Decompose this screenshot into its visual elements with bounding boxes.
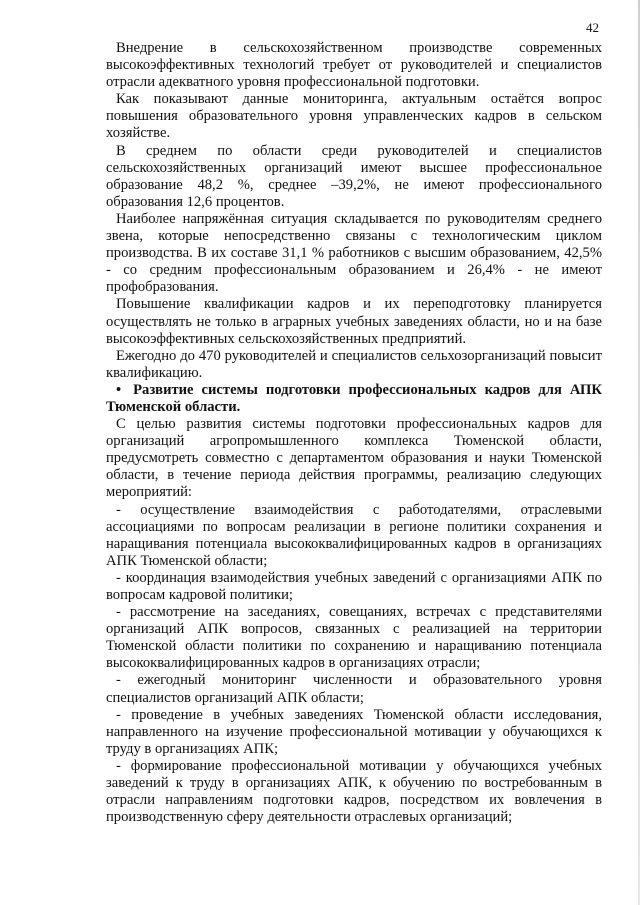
paragraph: Ежегодно до 470 руководителей и специалистов сельхозорганизаций повысит квалификацию. xyxy=(106,347,602,381)
list-item: - формирование профессиональной мотивации у обучающихся учебных заведений к труду в организациях АПК, к обучению по востребованным в отрасли направлениям подготовки кадров, посредством их вовлечения в производственную сферу деятельности отраслевых организаций; xyxy=(106,757,602,826)
list-item: - координация взаимодействия учебных заведений с организациями АПК по вопросам кадровой политики; xyxy=(106,569,602,603)
list-item: - рассмотрение на заседаниях, совещаниях, встречах с представителями организаций АПК вопросов, связанных с реализацией на территории Тюменской области политики по сохранению и наращиванию потенциала высококвалифицированных кадров в организациях отрасли; xyxy=(106,604,602,672)
list-item: - проведение в учебных заведениях Тюменской области исследования, направленного на изучение профессиональной мотивации у обучающихся к труду в организациях АПК; xyxy=(106,706,602,757)
paragraph: Наиболее напряжённая ситуация складывается по руководителям среднего звена, которые непосредственно связаны с технологическим циклом производства. В их составе 31,1 % работников с высшим образованием, 42,5% - со средним профессиональным образованием и 26,4% - не имеют профобразования. xyxy=(106,210,602,296)
list-item: - осуществление взаимодействия с работодателями, отраслевыми ассоциациями по вопросам реализации в регионе политики сохранения и наращивания потенциала высококвалифицированных кадров в организациях АПК Тюменской области; xyxy=(106,501,602,569)
paragraph: Повышение квалификации кадров и их переподготовку планируется осуществлять не только в аграрных учебных заведениях области, но и на базе высокоэффективных сельскохозяйственных предприятий. xyxy=(106,296,602,347)
paragraph: В среднем по области среди руководителей и специалистов сельскохозяйственных организаций имеют высшее профессиональное образование 48,2 %, среднее –39,2%, не имеют профессионального образования 12,6 процентов. xyxy=(106,142,602,210)
document-body xyxy=(106,40,602,826)
section-heading-text: Развитие системы подготовки профессиональных кадров для АПК Тюменской области. xyxy=(106,381,602,415)
intro-paragraph: С целью развития системы подготовки профессиональных кадров для организаций агропромышленного комплекса Тюменской области, предусмотреть совместно с департаментом образования и науки Тюменской области, в течение периода действия программы, реализацию следующих мероприятий: xyxy=(106,416,602,501)
page-number: 42 xyxy=(586,20,599,35)
section-heading xyxy=(106,382,602,416)
bullet-icon: • xyxy=(116,381,122,398)
paragraph: Внедрение в сельскохозяйственном производстве современных высокоэффективных технологий требует от руководителей и специалистов отрасли адекватного уровня профессиональной подготовки. xyxy=(106,40,602,91)
paragraph: Как показывают данные мониторинга, актуальным остаётся вопрос повышения образовательного уровня управленческих кадров в сельском хозяйстве. xyxy=(106,91,602,142)
list-item: - ежегодный мониторинг численности и образовательного уровня специалистов организаций АПК области; xyxy=(106,672,602,706)
